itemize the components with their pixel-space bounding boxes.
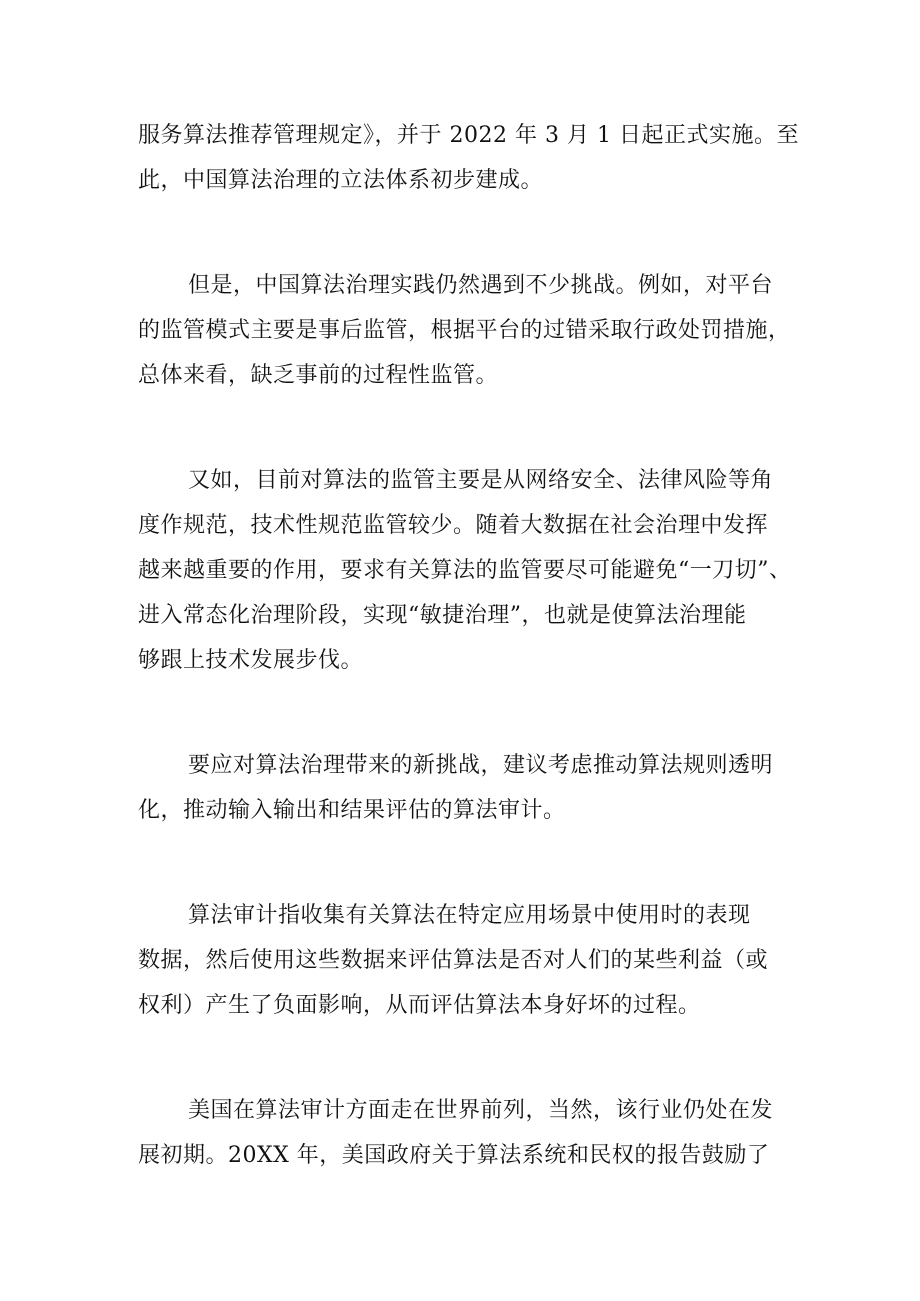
text-line: 又如，目前对算法的监管主要是从网络安全、法律风险等角 xyxy=(188,468,774,493)
paragraph xyxy=(138,458,792,683)
document-body xyxy=(138,113,799,1238)
text-line: 权利）产生了负面影响，从而评估算法本身好坏的过程。 xyxy=(138,993,701,1018)
text-line: 够跟上技术发展步伐。 xyxy=(138,648,364,673)
text-line: 数据，然后使用这些数据来评估算法是否对人们的某些利益（或 xyxy=(138,948,769,973)
text-line: 此，中国算法治理的立法体系初步建成。 xyxy=(138,168,544,193)
text-line: 要应对算法治理带来的新挑战，建议考虑推动算法规则透明 xyxy=(188,753,774,778)
paragraph xyxy=(138,743,788,833)
text-line: 越来越重要的作用，要求有关算法的监管要尽可能避免“一刀切”、 xyxy=(138,558,792,583)
text-line: 服务算法推荐管理规定》，并于 2022 年 3 月 1 日起正式实施。至 xyxy=(138,123,799,148)
paragraph xyxy=(138,1088,788,1178)
text-line: 度作规范，技术性规范监管较少。随着大数据在社会治理中发挥 xyxy=(138,513,769,538)
text-line: 进入常态化治理阶段，实现“敏捷治理”，也就是使算法治理能 xyxy=(138,603,747,628)
paragraph xyxy=(138,263,791,398)
text-line: 美国在算法审计方面走在世界前列，当然，该行业仍处在发 xyxy=(188,1098,774,1123)
paragraph xyxy=(138,113,799,203)
text-line: 化，推动输入输出和结果评估的算法审计。 xyxy=(138,798,566,823)
text-line: 的监管模式主要是事后监管，根据平台的过错采取行政处罚措施， xyxy=(138,318,791,343)
paragraph xyxy=(138,893,788,1028)
text-line: 展初期。20XX 年，美国政府关于算法系统和民权的报告鼓励了 xyxy=(138,1143,770,1168)
text-line: 但是，中国算法治理实践仍然遇到不少挑战。例如，对平台 xyxy=(188,273,774,298)
text-line: 总体来看，缺乏事前的过程性监管。 xyxy=(138,363,499,388)
text-line: 算法审计指收集有关算法在特定应用场景中使用时的表现 xyxy=(188,903,751,928)
